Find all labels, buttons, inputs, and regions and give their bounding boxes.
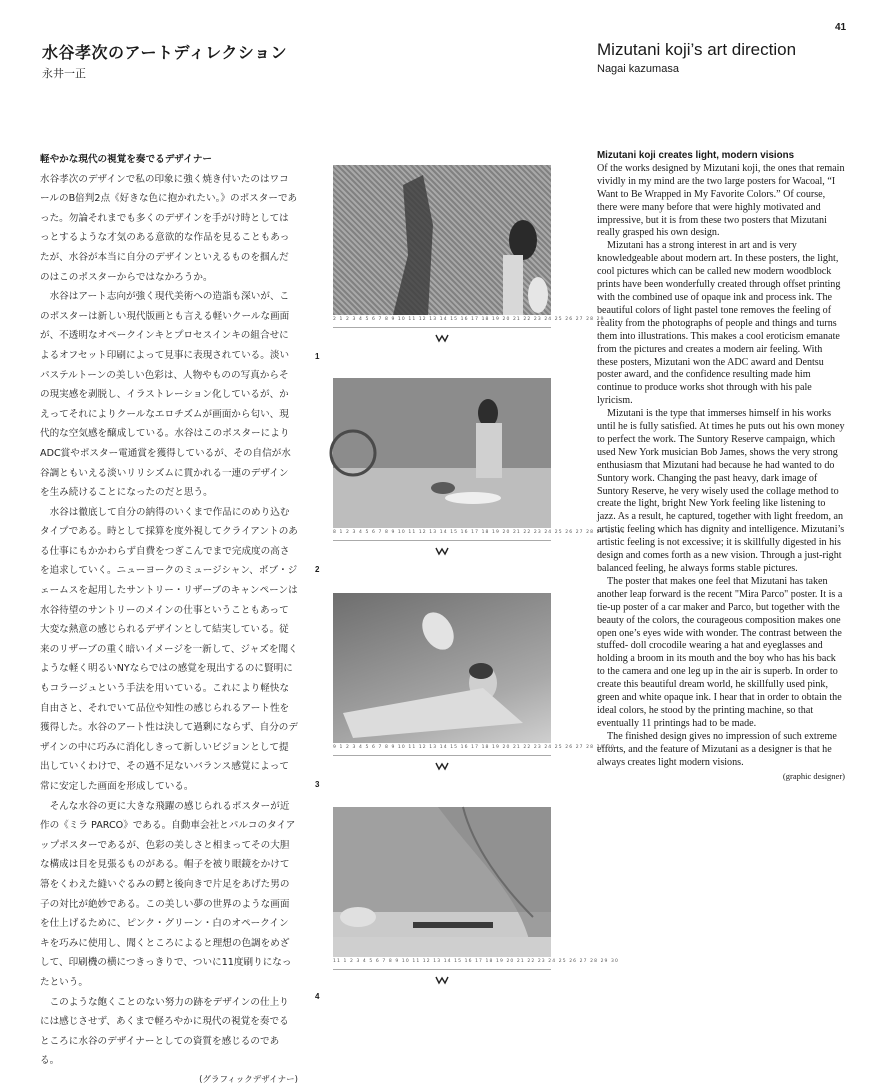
japanese-paragraph: このような飽くことのない努力の跡をデザインの仕上りには感じさせず、あくまで軽ろやかに現代の視覚を奏でるところに水谷のデザイナーとしての資質を感じるのである。 bbox=[40, 996, 289, 1067]
figure-number: 3 bbox=[315, 780, 320, 789]
poster-calendar-strip: 9 1 2 3 4 5 6 7 8 9 10 11 12 13 14 15 16 17 18 19 20 21 22 23 24 25 26 27 28 29 30 bbox=[333, 745, 551, 756]
english-title: Mizutani koji’s art direction bbox=[597, 40, 797, 59]
poster-figure-3 bbox=[315, 593, 615, 789]
japanese-paragraph: 水谷孝次のデザインで私の印象に強く焼き付いたのはワコールのB倍判2点《好きな色に抱かれたい。》のポスターであった。勿論それまでも多くのデザインを手がけ時としてはっとするような才気のある意欲的な作品を見ることもあったが、水谷が本当に自分のデザインといえるものを掴んだのはこのポスターからではなかろうか。 bbox=[40, 173, 298, 283]
poster-calendar-strip: 8 1 2 3 4 5 6 7 8 9 10 11 12 13 14 15 16 17 18 19 20 21 22 23 24 25 26 27 28 29 30 31 bbox=[333, 530, 551, 541]
japanese-paragraph: 水谷はアート志向が強く現代美術への造詣も深いが、このポスターは新しい現代版画とも言える軽いクールな画面が、不透明なオペークインキとプロセスインキの組合せによるオフセット印刷によって見事に表現されている。淡いパステルトーンの美しい色彩は、人物やものの写真からその現実感を剥脱し、イラストレーション化しているが、かえってそれによりクールなエロチズムが画面から匂い、現代的な空気感を醸成している。水谷はこのポスターによりADC賞やポスター電通賞を獲得しているが、その自信が水谷調ともいえる淡いリリシズムに貫かれる一連のデザインを生み続けることになったのだと思う。 bbox=[40, 291, 291, 499]
english-article bbox=[597, 150, 845, 782]
japanese-author: 永井一正 bbox=[42, 67, 86, 80]
wacoal-logo-icon bbox=[436, 335, 448, 341]
wacoal-logo-icon bbox=[436, 548, 448, 554]
page-number: 41 bbox=[835, 22, 847, 33]
figure-number: 1 bbox=[315, 352, 320, 361]
english-paragraph: Of the works designed by Mizutani koji, the ones that remain vividly in my mind are the two large posters for Wacoal, “I Want to Be Wrapped in My Favorite Colors.” Of course, there were many before that were highly motivated and impressive, but it is from these two posters that Mizutani really grasped his own design. bbox=[597, 162, 845, 239]
english-subheading: Mizutani koji creates light, modern visions bbox=[597, 150, 795, 161]
poster-calendar-strip: 11 1 2 3 4 5 6 7 8 9 10 11 12 13 14 15 16 17 18 19 20 21 22 23 24 25 26 27 28 29 30 bbox=[333, 959, 551, 970]
english-paragraph: Mizutani is the type that immerses himself in his works until he is fully satisfied. At times he puts out his own money to perfect the work. The Suntory Reserve campaign, which used New York musician Bob James, shows the very strong enthusiasm that Mizutani had because he had wanted to do Suntory work. Changing the past heavy, dark image of Suntory Reserve, he very wisely used the collage method to create the light, bright New York feeling like listening to jazz. As a result, he captured, together with light freedom, an artistic feeling which has dignity and intelligence. Mizutani’s artistic feeling is not excessive; it is skillfully digested in his design and comes forth as a new vision. Through a just-right balanced feeling, he always forms stable pictures. bbox=[597, 408, 845, 574]
japanese-credit: (グラフィックデザイナー) bbox=[199, 1074, 298, 1085]
wacoal-logo-icon bbox=[436, 763, 448, 769]
poster-image bbox=[333, 807, 551, 957]
wacoal-logo-icon bbox=[436, 977, 448, 983]
japanese-article bbox=[40, 150, 298, 1091]
english-paragraph: Mizutani has a strong interest in art and is very knowledgeable about modern art. In these posters, the light, cool pictures which can be called new modern woodblock prints have been wonderfully created through offset printing with the combined use of opaque ink and process ink. The beautiful colors of light pastel tone removes the feeling of reality from the photographs of people and things and turns them into illustrations. This makes a cool eroticism emanate from the pictures and creates a modern air feeling. With these posters, Mizutani won the ADC award and Dentsu poster award, and the confidence resulting made him continue to produce works shot through with his pale lyricism. bbox=[597, 240, 841, 407]
figure-number: 4 bbox=[315, 992, 320, 1001]
poster-figure-4 bbox=[315, 807, 619, 1001]
poster-illustration bbox=[333, 593, 551, 743]
japanese-title: 水谷孝次のアートディレクション bbox=[42, 43, 288, 62]
english-author: Nagai kazumasa bbox=[597, 63, 679, 75]
poster-image bbox=[333, 165, 551, 315]
japanese-subheading: 軽やかな現代の視覚を奏でるデザイナー bbox=[40, 154, 213, 165]
figure-number: 2 bbox=[315, 565, 320, 574]
english-paragraph: The poster that makes one feel that Mizutani has taken another leap forward is the recent "Mira Parco" poster. It is a tie-up poster of a car maker and Parco, but together with the beauty of the colors, the courageous composition makes one open one’s eyes wide with wonder. The contrast between the stuffed- doll crocodile wearing a hat and eyeglasses and holding a broom in its mouth and the boy who has his back to the camera and one leg up in the air is superb. In order to create this beautiful dream world, he skillfully used pink, green and white opaque ink. I hear that in order to obtain the ideal colors, he stood by the printing machine, so that eventually 11 printings had to be made. bbox=[597, 575, 843, 729]
poster-figure-2 bbox=[315, 378, 626, 574]
japanese-paragraph: そんな水谷の更に大きな飛躍の感じられるポスターが近作の《ミラ PARCO》である。自動車会社とパルコのタイアップポスターであるが、色彩の美しさと相まってその大胆な構成は目を見張るものがある。帽子を被り眼鏡をかけて箒をくわえた縫いぐるみの鰐と後向きで片足をあげた男の子の対比が絶妙である。この美しい夢の世界のような画面を仕上げるために、ピンク・グリーン・白のオペークインキを巧みに使用し、聞くところによると理想の色調をめざして、印刷機の横につきっきりで、ついに11度刷りになったという。 bbox=[40, 800, 296, 988]
english-credit: (graphic designer) bbox=[782, 770, 845, 781]
poster-illustration bbox=[333, 165, 551, 315]
poster-illustration bbox=[333, 378, 551, 528]
poster-calendar-strip: 2 1 2 3 4 5 6 7 8 9 10 11 12 13 14 15 16 17 18 19 20 21 22 23 24 25 26 27 28 29 bbox=[333, 317, 551, 328]
english-paragraph: The finished design gives no impression of such extreme efforts, and the feature of Mizutani as a designer is that he always creates light modern visions. bbox=[597, 730, 837, 768]
poster-figure-1 bbox=[315, 165, 605, 361]
japanese-paragraph: 水谷は徹底して自分の納得のいくまで作品にのめり込むタイプである。時として採算を度外視してクライアントのある仕事にもかかわらず自費をつぎこんでまで完成度の高さを追求していく。ニューヨークのミュージシャン、ボブ・ジェームスを起用したサントリー・リザーブのキャンペーンは水谷待望のサントリーのメインの仕事ということもあって大変な熱意の感じられるデザインとして結実している。従来のリザーブの重く暗いイメージを一新して、ジャズを聞くような軽く明るいNYならではの感覚を現出するのに賢明にもコラージュという手法を用いている。これにより軽快な自由さと、それでいて品位や知性の感じられるアート性を獲得した。水谷のアート性は決して過剰にならず、自分のデザインの中に巧みに消化しきって新しいビジョンとして提出していくわけで、その過不足ないバランス感覚によって常に安定した画面を形成している。 bbox=[40, 506, 298, 792]
poster-image bbox=[333, 593, 551, 743]
poster-image bbox=[333, 378, 551, 528]
poster-illustration bbox=[333, 807, 551, 957]
